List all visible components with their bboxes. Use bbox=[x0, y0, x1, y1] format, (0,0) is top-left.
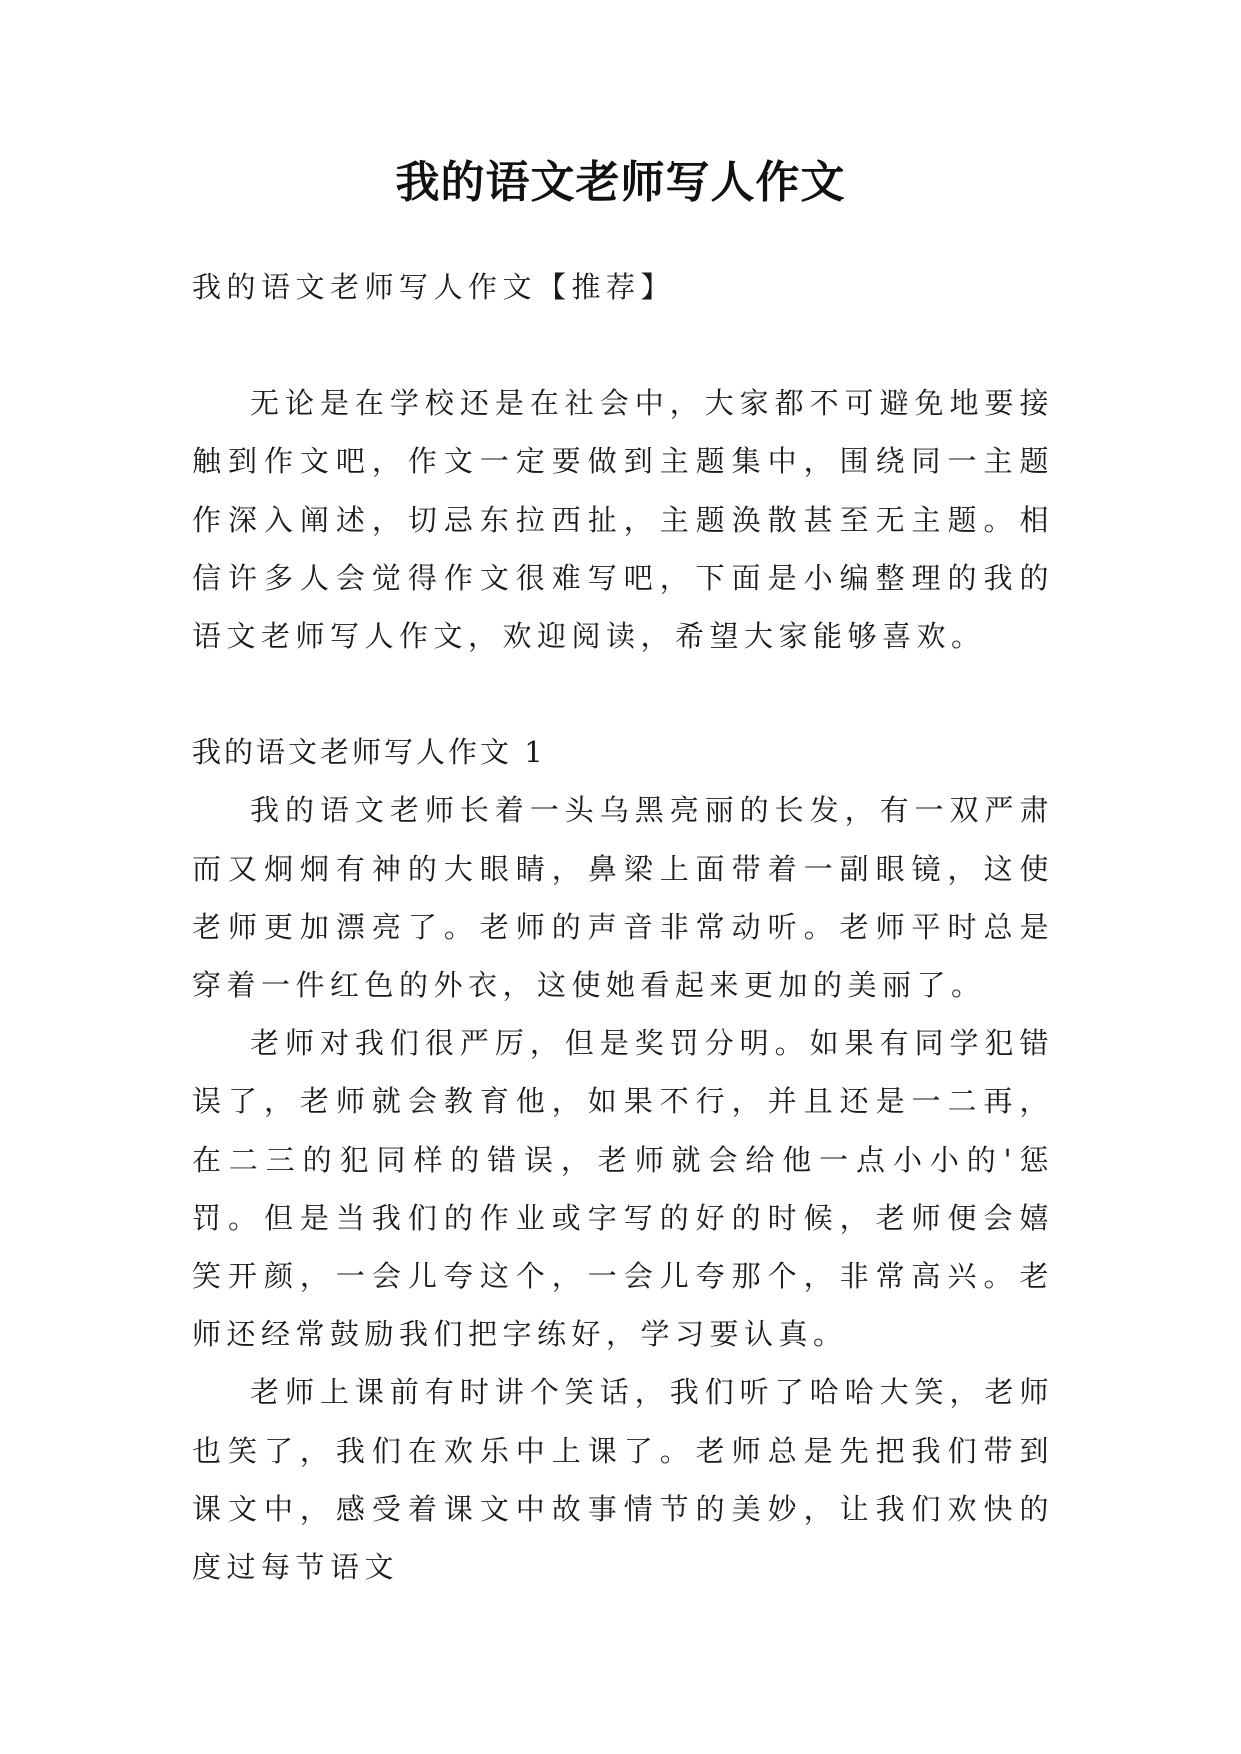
body-paragraph: 老师对我们很严厉，但是奖罚分明。如果有同学犯错误了，老师就会教育他，如果不行，并且还是一二再，在二三的犯同样的错误，老师就会给他一点小小的'惩罚。但是当我们的作业或字写的好的时候，老师便会嬉笑开颜，一会儿夸这个，一会儿夸那个，非常高兴。老师还经常鼓励我们把字练好，学习要认真。 bbox=[192, 1026, 1054, 1352]
intro-paragraph: 无论是在学校还是在社会中，大家都不可避免地要接触到作文吧，作文一定要做到主题集中，围绕同一主题作深入阐述，切忌东拉西扯，主题涣散甚至无主题。相信许多人会觉得作文很难写吧，下面是小编整理的我的语文老师写人作文，欢迎阅读，希望大家能够喜欢。 bbox=[192, 386, 1054, 654]
document-title: 我的语文老师写人作文 bbox=[395, 157, 846, 208]
section-heading: 我的语文老师写人作文 1 bbox=[192, 735, 546, 770]
spacer bbox=[192, 316, 1054, 374]
spacer bbox=[192, 665, 1054, 723]
document-subtitle: 我的语文老师写人作文【推荐】 bbox=[192, 270, 676, 304]
body-paragraph: 老师上课前有时讲个笑话，我们听了哈哈大笑，老师也笑了，我们在欢乐中上课了。老师总是先把我们带到课文中，感受着课文中故事情节的美妙，让我们欢快的度过每节语文 bbox=[192, 1375, 1054, 1585]
document-body bbox=[192, 258, 1054, 1596]
body-paragraph: 我的语文老师长着一头乌黑亮丽的长发，有一双严肃而又炯炯有神的大眼睛，鼻梁上面带着一副眼镜，这使老师更加漂亮了。老师的声音非常动听。老师平时总是穿着一件红色的外衣，这使她看起来更加的美丽了。 bbox=[192, 793, 1054, 1003]
